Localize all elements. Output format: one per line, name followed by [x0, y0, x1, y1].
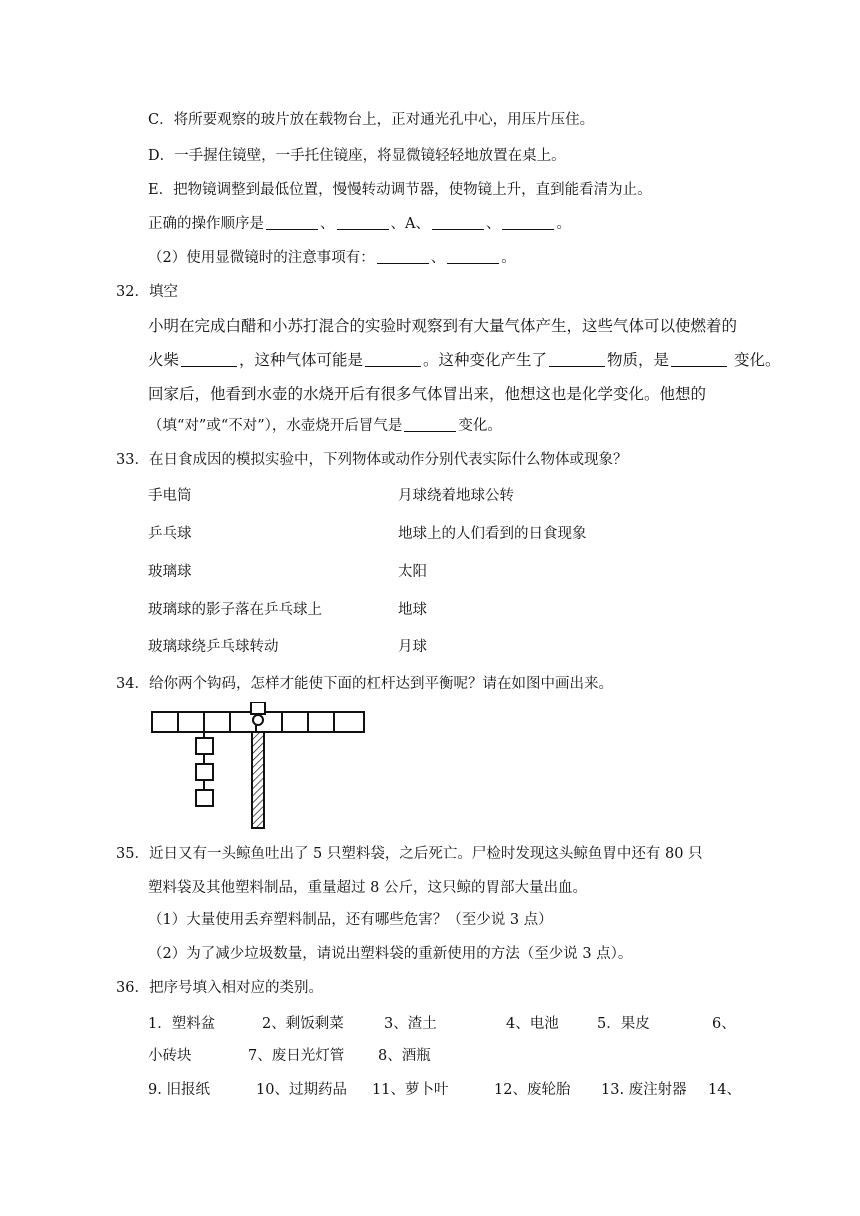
q33-right-item: 太阳 [398, 564, 427, 580]
q36-item: 5．果皮 [597, 1016, 650, 1032]
answer-blank[interactable] [404, 417, 456, 432]
q35-line2: 塑料袋及其他塑料制品，重量超过 8 公斤，这只鲸的胃部大量出血。 [148, 880, 587, 896]
q32-text: 物质，是 [607, 351, 670, 369]
q31-part2-label: （2）使用显微镜时的注意事项有： [148, 250, 375, 266]
q33-right-item: 地球上的人们看到的日食现象 [398, 526, 587, 542]
answer-blank[interactable] [447, 249, 499, 264]
q31-order-line [148, 214, 571, 234]
pivot-block [251, 702, 265, 714]
q31-order-label: 正确的操作顺序是 [148, 216, 264, 232]
q33-right-item: 月球绕着地球公转 [398, 488, 514, 504]
q32-line2 [148, 350, 781, 370]
q33-left-item: 玻璃球 [148, 564, 192, 580]
q36-question: 36．把序号填入相对应的类别。 [116, 980, 323, 996]
q33-left-item: 手电筒 [148, 488, 192, 504]
q35-part2: （2）为了减少垃圾数量，请说出塑料袋的重新使用的方法（至少说 3 点）。 [148, 946, 633, 962]
lever-diagram [148, 702, 370, 830]
separator: 、 [485, 216, 501, 232]
q36-item: 1．塑料盆 [148, 1016, 216, 1032]
answer-blank[interactable] [502, 215, 554, 230]
q31-option-e: E．把物镜调整到最低位置，慢慢转动调节器，使物镜上升，直到能看清为止。 [148, 182, 652, 198]
q31-option-c: C．将所要观察的玻片放在载物台上，正对通光孔中心，用压片压住。 [148, 112, 595, 128]
q35-part1: （1）大量使用丢弃塑料制品，还有哪些危害？（至少说 3 点） [148, 912, 553, 928]
q36-item: 11、萝卜叶 [372, 1082, 449, 1098]
q36-item: 13. 废注射器 [601, 1082, 687, 1098]
separator: 、 [430, 250, 446, 266]
q32-text: 火柴 [148, 351, 180, 369]
q32-text: 变化。 [458, 418, 502, 434]
q36-item: 14、 [708, 1082, 741, 1098]
q33-left-item: 乒乓球 [148, 526, 192, 542]
q33-right-item: 地球 [398, 602, 427, 618]
answer-blank[interactable] [266, 215, 318, 230]
answer-blank[interactable] [377, 249, 429, 264]
q33-left-item: 玻璃球绕乒乓球转动 [148, 639, 279, 655]
q32-line1: 小明在完成白醋和小苏打混合的实验时观察到有大量气体产生，这些气体可以使燃着的 [148, 317, 738, 335]
q31-option-d: D．一手握住镜壁，一手托住镜座，将显微镜轻轻地放置在桌上。 [148, 148, 566, 164]
q36-item: 12、废轮胎 [494, 1082, 571, 1098]
q31-part2 [148, 248, 516, 268]
period: 。 [556, 216, 571, 232]
weight [196, 764, 213, 780]
q32-text: （填“对”或“不对”），水壶烧开后冒气是 [148, 418, 403, 434]
hanging-weights [196, 732, 213, 806]
q34-question: 34．给你两个钩码，怎样才能使下面的杠杆达到平衡呢？请在如图中画出来。 [116, 676, 613, 692]
q36-item: 2、剩饭剩菜 [262, 1016, 344, 1032]
q36-item: 10、过期药品 [256, 1082, 347, 1098]
weight [196, 738, 213, 754]
fixed-step-a: 、A、 [390, 216, 430, 232]
q32-text: 。这种变化产生了 [423, 351, 548, 369]
q33-right-item: 月球 [398, 639, 427, 655]
answer-blank[interactable] [432, 215, 484, 230]
q36-item: 6、 [712, 1016, 736, 1032]
answer-blank[interactable] [337, 215, 389, 230]
support-stand [252, 732, 264, 828]
q32-text: ，这种气体可能是 [239, 351, 364, 369]
q36-item: 3、渣土 [384, 1016, 437, 1032]
q32-text: 变化。 [729, 351, 781, 369]
answer-blank[interactable] [549, 352, 605, 367]
weight [196, 790, 213, 806]
q33-left-item: 玻璃球的影子落在乒乓球上 [148, 602, 322, 618]
q35-line1: 35．近日又有一头鲸鱼吐出了 5 只塑料袋，之后死亡。尸检时发现这头鲸鱼胃中还有 80 只 [116, 846, 703, 862]
q36-item: 7、废日光灯管 [248, 1048, 345, 1064]
q32-title: 32．填空 [116, 284, 178, 300]
answer-blank[interactable] [365, 352, 421, 367]
period: 。 [501, 250, 516, 266]
q36-item: 4、电池 [506, 1016, 559, 1032]
q36-item: 9. 旧报纸 [148, 1082, 210, 1098]
answer-blank[interactable] [181, 352, 237, 367]
answer-blank[interactable] [671, 352, 727, 367]
q36-item: 8、酒瓶 [378, 1048, 431, 1064]
q36-item: 小砖块 [148, 1048, 192, 1064]
q32-line3: 回家后，他看到水壶的水烧开后有很多气体冒出来，他想这也是化学变化。他想的 [148, 385, 707, 403]
q32-line4 [148, 416, 502, 436]
pivot-point [253, 715, 263, 725]
separator: 、 [320, 216, 335, 232]
q33-question: 33．在日食成因的模拟实验中，下列物体或动作分别代表实际什么物体或现象？ [116, 452, 628, 468]
